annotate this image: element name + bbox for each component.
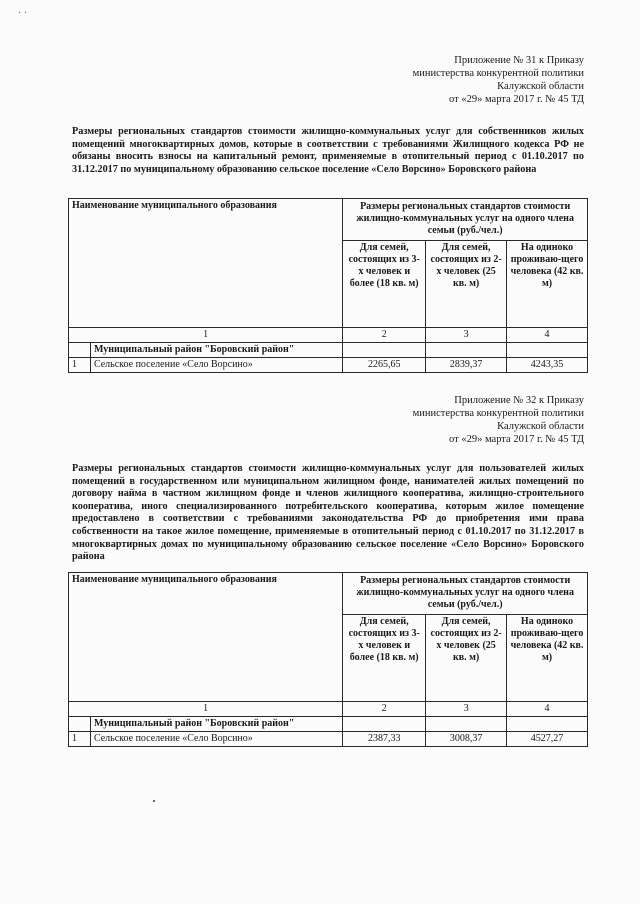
column-number: 1 (69, 328, 343, 343)
appendix-header-line: Калужской области (497, 421, 584, 432)
table-row (69, 732, 588, 747)
district-row (69, 717, 588, 732)
column-header-municipality: Наименование муниципального образования (69, 573, 343, 702)
column-number: 4 (507, 328, 588, 343)
appendix-header-line: от «29» марта 2017 г. № 45 ТД (449, 94, 584, 105)
empty-cell (69, 343, 91, 358)
empty-cell (343, 717, 426, 732)
appendix-header-line: министерства конкурентной политики (412, 408, 584, 419)
empty-cell (507, 717, 588, 732)
column-header-standards: Размеры региональных стандартов стоимости жилищно-коммунальных услуг на одного члена семьи (руб./чел.) (343, 573, 588, 615)
empty-cell (343, 343, 426, 358)
row-value: 2387,33 (343, 732, 426, 747)
table-row (69, 358, 588, 373)
subcolumn-header: Для семей, состоящих из 2-х человек (25 кв. м) (426, 240, 507, 327)
row-value: 4527,27 (507, 732, 588, 747)
table-header-row (69, 573, 588, 615)
row-value: 4243,35 (507, 358, 588, 373)
appendix-32-header (413, 394, 584, 446)
table-header-row (69, 199, 588, 241)
appendix-header-line: Приложение № 32 к Приказу (454, 395, 584, 406)
district-name: Муниципальный район "Боровский район" (90, 717, 342, 732)
scan-marks: · · (18, 8, 28, 19)
subcolumn-header: Для семей, состоящих из 3-х человек и более (18 кв. м) (343, 614, 426, 701)
appendix-header-line: от «29» марта 2017 г. № 45 ТД (449, 434, 584, 445)
district-name: Муниципальный район "Боровский район" (90, 343, 342, 358)
subcolumn-header: На одиноко проживаю-щего человека (42 кв. м) (507, 614, 588, 701)
row-value: 2265,65 (343, 358, 426, 373)
column-number: 3 (426, 702, 507, 717)
appendix-header-line: Приложение № 31 к Приказу (454, 55, 584, 66)
row-value: 2839,37 (426, 358, 507, 373)
empty-cell (426, 717, 507, 732)
row-number: 1 (69, 732, 91, 747)
empty-cell (507, 343, 588, 358)
scan-speck (153, 800, 155, 802)
empty-cell (69, 717, 91, 732)
column-header-standards: Размеры региональных стандартов стоимости жилищно-коммунальных услуг на одного члена семьи (руб./чел.) (343, 199, 588, 241)
empty-cell (426, 343, 507, 358)
appendix-32-table (68, 572, 588, 747)
column-number: 2 (343, 328, 426, 343)
appendix-32-heading: Размеры региональных стандартов стоимости жилищно-коммунальных услуг для пользователей жилых помещений в государственном или муниципальном жилищном фонде, нанимателей жилых помещений по договору найма в частном жилищном фонде и членов жилищного кооператива, жилищно-строительного кооператива, иного специализированного потребительского кооператива, которым жилое помещение предоставлено в соответствии с требованиями законодательства РФ до приобретения ими права собственности на такое жилое помещение, применяемые в отопительный период с 01.10.2017 по 31.12.2017 в многоквартирных домах по муниципальному образованию сельское поселение «Село Ворсино» Боровского района (72, 463, 584, 563)
column-number-row (69, 702, 588, 717)
row-value: 3008,37 (426, 732, 507, 747)
subcolumn-header: Для семей, состоящих из 2-х человек (25 кв. м) (426, 614, 507, 701)
row-municipality: Сельское поселение «Село Ворсино» (90, 358, 342, 373)
appendix-header-line: министерства конкурентной политики (412, 68, 584, 79)
appendix-31-header (413, 54, 584, 106)
subcolumn-header: Для семей, состоящих из 3-х человек и более (18 кв. м) (343, 240, 426, 327)
subcolumn-header: На одиноко проживаю-щего человека (42 кв. м) (507, 240, 588, 327)
column-number: 2 (343, 702, 426, 717)
column-number: 1 (69, 702, 343, 717)
row-number: 1 (69, 358, 91, 373)
column-number-row (69, 328, 588, 343)
appendix-header-line: Калужской области (497, 81, 584, 92)
column-header-municipality: Наименование муниципального образования (69, 199, 343, 328)
row-municipality: Сельское поселение «Село Ворсино» (90, 732, 342, 747)
column-number: 3 (426, 328, 507, 343)
appendix-31-heading: Размеры региональных стандартов стоимости жилищно-коммунальных услуг для собственников жилых помещений многоквартирных домов, которые в соответствии с требованиями Жилищного кодекса РФ не обязаны вносить взносы на капитальный ремонт, применяемые в отопительный период с 01.10.2017 по 31.12.2017 по муниципальному образованию сельское поселение «Село Ворсино» Боровского района (72, 126, 584, 175)
column-number: 4 (507, 702, 588, 717)
district-row (69, 343, 588, 358)
appendix-31-table (68, 198, 588, 373)
